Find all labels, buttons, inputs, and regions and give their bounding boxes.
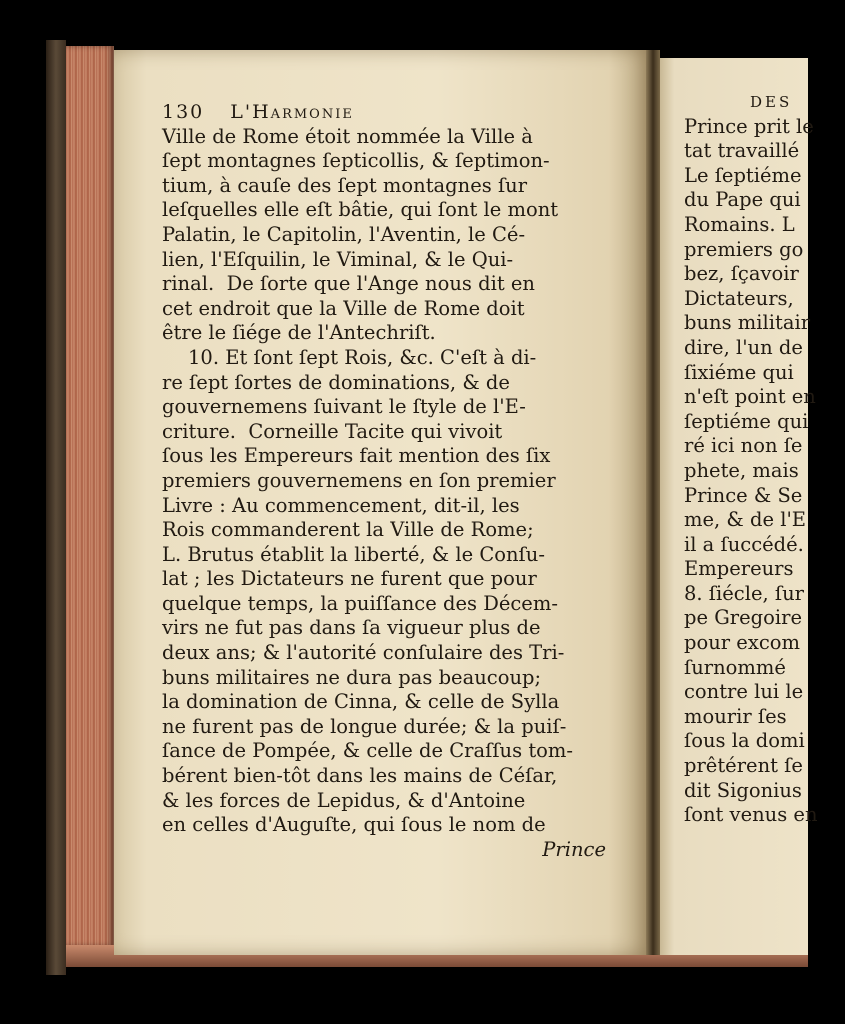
text-line xyxy=(162,616,606,641)
line-text: leſquelles elle eſt bâtie, qui ſont le mont xyxy=(162,198,559,222)
text-line xyxy=(162,666,606,691)
page-edges xyxy=(66,46,114,946)
text-line: Empereurs xyxy=(684,557,794,581)
left-page-text xyxy=(162,100,606,862)
line-text: virs ne fut pas dans ſa vigueur plus de xyxy=(162,616,541,640)
text-line: du Pape qui xyxy=(684,188,801,212)
text-line xyxy=(162,715,606,740)
line-text: buns militaires ne dura pas beaucoup; xyxy=(162,665,542,689)
line-text: tium, à cauſe des ſept montagnes ſur xyxy=(162,173,528,197)
text-line xyxy=(162,125,606,150)
text-line xyxy=(162,813,606,838)
line-text: Ville de Rome étoit nommée la Ville à xyxy=(162,124,533,148)
page-number: 130 xyxy=(162,101,205,123)
text-line xyxy=(162,346,606,371)
text-line xyxy=(162,494,606,519)
text-line xyxy=(162,297,606,322)
line-text: ſance de Pompée, & celle de Craſſus tom- xyxy=(162,739,573,763)
text-line xyxy=(162,739,606,764)
text-line xyxy=(162,567,606,592)
text-line xyxy=(162,321,606,346)
line-text: Palatin, le Capitolin, l'Aventin, le Cé- xyxy=(162,222,526,246)
right-running-head: DES xyxy=(750,93,793,111)
line-text: deux ans; & l'autorité conſulaire des Tri- xyxy=(162,641,565,665)
text-line xyxy=(162,198,606,223)
text-line: n'eſt point en xyxy=(684,385,816,409)
text-line: phete, mais xyxy=(684,458,799,482)
line-text: ne furent pas de longue durée; & la puiſ- xyxy=(162,714,567,738)
line-text: bérent bien-tôt dans les mains de Céſar, xyxy=(162,764,558,788)
line-text: premiers gouvernemens en ſon premier xyxy=(162,468,556,492)
text-line: pour excom xyxy=(684,631,800,655)
text-line xyxy=(162,518,606,543)
text-line: Dictateurs, xyxy=(684,286,794,310)
text-line xyxy=(162,789,606,814)
text-line xyxy=(162,223,606,248)
text-line: dit Sigonius xyxy=(684,778,802,802)
text-line xyxy=(162,272,606,297)
text-line xyxy=(162,371,606,396)
line-text: Livre : Au commencement, dit-il, les xyxy=(162,493,520,517)
line-text: Rois commanderent la Ville de Rome; xyxy=(162,518,534,542)
line-text: lat ; les Dictateurs ne furent que pour xyxy=(162,567,537,591)
text-line xyxy=(162,469,606,494)
running-head: L'Harmonie xyxy=(230,101,354,123)
line-text: cet endroit que la Ville de Rome doit xyxy=(162,296,525,320)
text-line: contre lui le xyxy=(684,680,804,704)
line-text: re ſept ſortes de dominations, & de xyxy=(162,370,510,394)
line-text: ſept montagnes ſepticollis, & ſeptimon- xyxy=(162,149,550,173)
line-text: 10. Et ſont ſept Rois, &c. C'eſt à di- xyxy=(188,345,537,369)
text-line xyxy=(162,248,606,273)
text-line xyxy=(162,764,606,789)
text-line: mourir ſes xyxy=(684,704,787,728)
text-line: ſont venus en xyxy=(684,803,818,827)
text-line: premiers go xyxy=(684,237,804,261)
line-text: lien, l'Eſquilin, le Viminal, & le Qui- xyxy=(162,247,514,271)
text-line: Prince & Se xyxy=(684,483,803,507)
text-line: bez, ſçavoir xyxy=(684,262,799,286)
text-line xyxy=(162,444,606,469)
line-text: L. Brutus établit la liberté, & le Conſu- xyxy=(162,542,545,566)
text-line: Prince prit le xyxy=(684,114,814,138)
text-line: ſurnommé xyxy=(684,655,786,679)
text-line: pe Gregoire xyxy=(684,606,802,630)
book-gutter xyxy=(646,50,660,955)
text-line xyxy=(162,690,606,715)
left-running-head xyxy=(162,100,606,125)
text-line xyxy=(162,592,606,617)
text-line: ſixiéme qui xyxy=(684,360,794,384)
line-text: quelque temps, la puiſſance des Décem- xyxy=(162,591,558,615)
text-line: buns militair xyxy=(684,311,811,335)
line-text: en celles d'Auguſte, qui ſous le nom de xyxy=(162,813,546,837)
line-text: gouvernemens ſuivant le ſtyle de l'E- xyxy=(162,395,526,419)
text-line xyxy=(162,149,606,174)
text-line: 8. ſiécle, ſur xyxy=(684,581,804,605)
text-line xyxy=(162,641,606,666)
text-line: dire, l'un de xyxy=(684,335,803,359)
line-text: être le ſiége de l'Antechriſt. xyxy=(162,321,436,345)
text-line: ré ici non ſe xyxy=(684,434,803,458)
text-line xyxy=(162,543,606,568)
text-line xyxy=(162,174,606,199)
text-line: ſous la domi xyxy=(684,729,805,753)
line-text: rinal. De ſorte que l'Ange nous dit en xyxy=(162,272,535,296)
text-line xyxy=(162,420,606,445)
text-line xyxy=(162,395,606,420)
line-text: ſous les Empereurs fait mention des ſix xyxy=(162,444,551,468)
line-text: criture. Corneille Tacite qui vivoit xyxy=(162,419,503,443)
line-text: & les forces de Lepidus, & d'Antoine xyxy=(162,788,526,812)
text-line: tat travaillé xyxy=(684,139,800,163)
text-line: ſeptiéme qui xyxy=(684,409,809,433)
line-text: Prince xyxy=(542,837,606,861)
right-page-text xyxy=(684,90,844,828)
text-line: Le ſeptiéme xyxy=(684,163,802,187)
text-line: me, & de l'E xyxy=(684,508,807,532)
book-spine xyxy=(46,40,66,975)
text-line: il a ſuccédé. xyxy=(684,532,804,556)
text-line: prêtérent ſe xyxy=(684,754,803,778)
text-line: Romains. L xyxy=(684,212,795,236)
line-text: la domination de Cinna, & celle de Sylla xyxy=(162,690,560,714)
text-line xyxy=(162,838,606,863)
